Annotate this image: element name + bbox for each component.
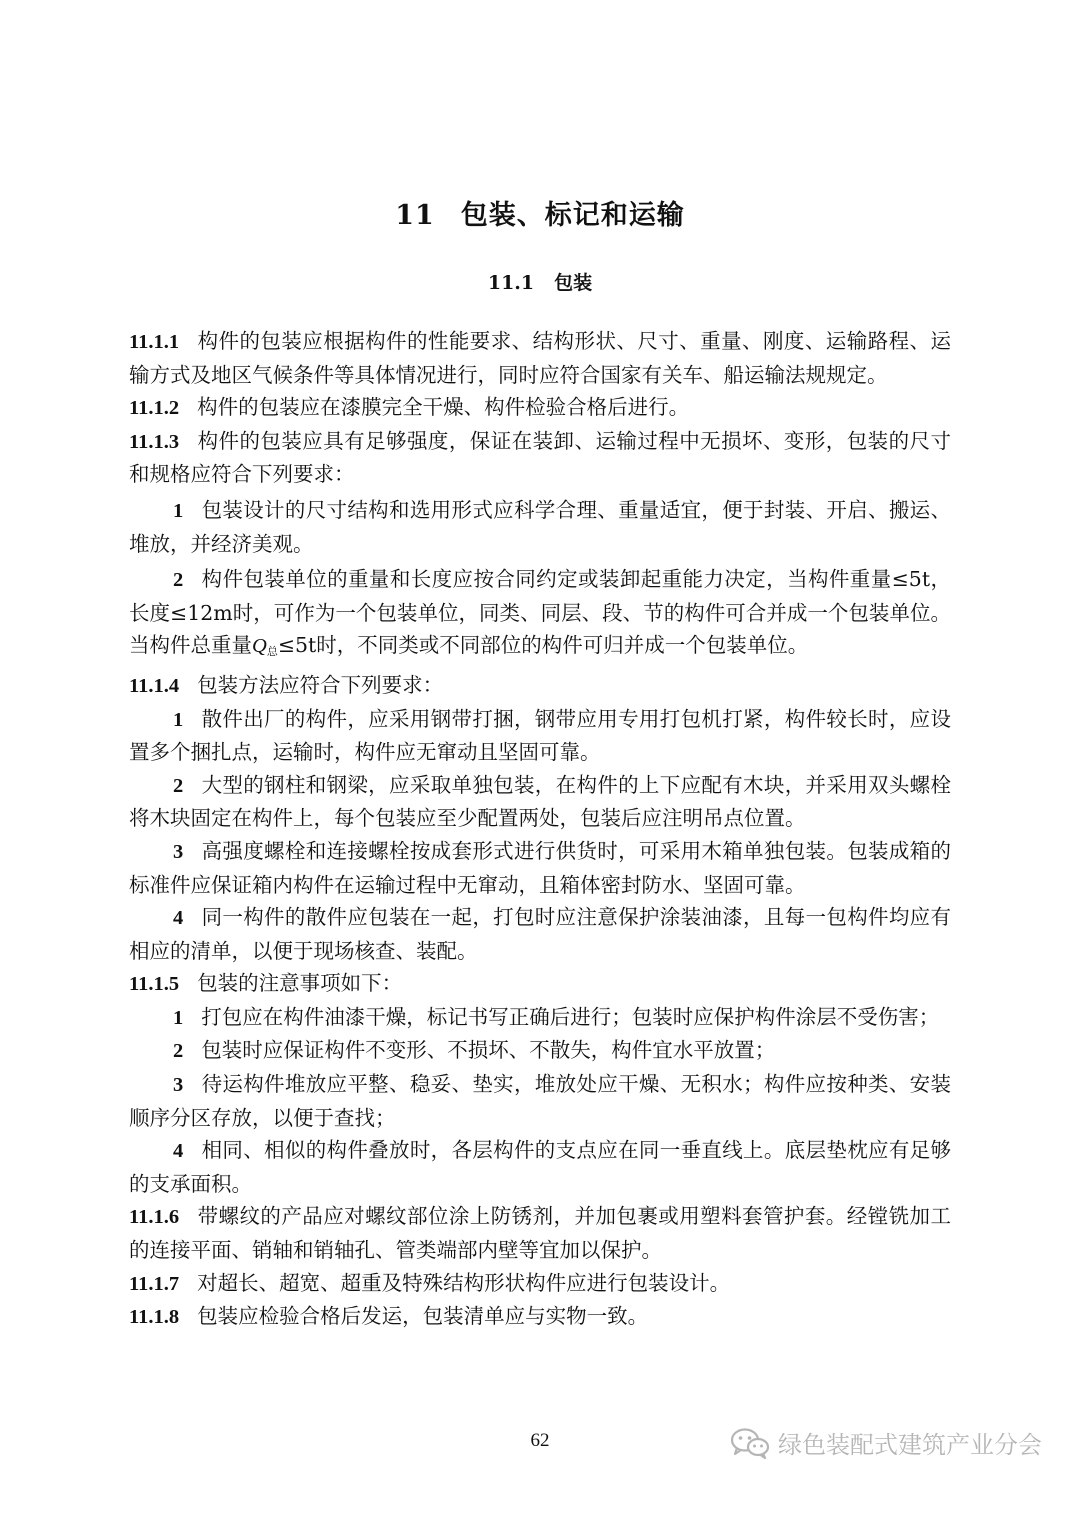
list-item xyxy=(129,835,951,901)
item-number: 4 xyxy=(173,907,184,930)
clause-text: 构件的包装应具有足够强度，保证在装卸、运输过程中无损坏、变形，包装的尺寸和规格应符合下列要求： xyxy=(129,428,951,487)
item-text: 同一构件的散件应包装在一起，打包时应注意保护涂装油漆，且每一包构件均应有相应的清单，以便于现场核查、装配。 xyxy=(129,905,951,963)
wechat-icon xyxy=(730,1427,770,1459)
item-number: 2 xyxy=(173,1040,184,1063)
chapter-number: 11 xyxy=(395,200,435,231)
item-text: 待运构件堆放应平整、稳妥、垫实，堆放处应干燥、无积水；构件应按种类、安装顺序分区存放，以便于查找； xyxy=(129,1072,951,1130)
clause-number: 11.1.1 xyxy=(129,331,180,353)
clause-text: 构件的包装应在漆膜完全干燥、构件检验合格后进行。 xyxy=(197,395,690,420)
page-number: 62 xyxy=(530,1430,550,1451)
clause-text: 带螺纹的产品应对螺纹部位涂上防锈剂，并加包裹或用塑料套管护套。经镗铣加工的连接平面、销轴和销轴孔、管类端部内壁等宜加以保护。 xyxy=(129,1204,951,1263)
clause-number: 11.1.4 xyxy=(129,674,180,697)
watermark xyxy=(730,1425,1042,1460)
clause-11-1-3 xyxy=(129,425,951,491)
section-title xyxy=(0,268,1080,295)
item-number: 3 xyxy=(173,1074,184,1097)
item-number: 2 xyxy=(173,569,184,592)
clause-11-1-2 xyxy=(129,391,951,425)
item-number: 1 xyxy=(173,1006,184,1029)
item-number: 1 xyxy=(173,499,184,522)
chapter-title-text: 包装、标记和运输 xyxy=(460,200,685,231)
item-text: 打包应在构件油漆干燥，标记书写正确后进行；包装时应保护构件涂层不受伤害； xyxy=(201,1004,940,1029)
clause-text: 包装的注意事项如下： xyxy=(197,971,403,996)
clause-number: 11.1.6 xyxy=(129,1206,180,1229)
clause-11-1-6 xyxy=(129,1200,951,1266)
weight-subscript: 总 xyxy=(266,645,278,659)
list-item xyxy=(129,703,951,769)
item-text: 高强度螺栓和连接螺栓按成套形式进行供货时，可采用木箱单独包装。包装成箱的标准件应保证箱内构件在运输过程中无窜动，且箱体密封防水、坚固可靠。 xyxy=(129,838,951,897)
section-number: 11.1 xyxy=(487,272,535,294)
list-item xyxy=(129,1134,951,1200)
item-number: 1 xyxy=(173,708,184,731)
chapter-title xyxy=(0,193,1080,232)
item-text-cont: ≤5t时，不同类或不同部位的构件可归并成一个包装单位。 xyxy=(277,633,809,658)
item-number: 2 xyxy=(173,774,184,797)
clause-number: 11.1.2 xyxy=(129,397,180,420)
list-item xyxy=(129,901,951,967)
list-item xyxy=(129,1034,951,1068)
clause-number: 11.1.5 xyxy=(129,973,180,996)
clause-11-1-1 xyxy=(129,325,951,391)
clause-text: 包装方法应符合下列要求： xyxy=(197,672,444,697)
clause-11-1-4 xyxy=(129,669,951,703)
item-text: 包装设计的尺寸结构和选用形式应科学合理、重量适宜，便于封装、开启、搬运、堆放，并经济美观。 xyxy=(129,497,951,556)
item-text: 构件包装单位的重量和长度应按合同约定或装卸起重能力决定，当构件重量≤5t，长度≤12m时，可作为一个包装单位，同类、同层、段、节的构件可合并成一个包装单位。当构件总重量 xyxy=(129,567,951,658)
watermark-text: 绿色装配式建筑产业分会 xyxy=(778,1431,1042,1459)
list-item xyxy=(129,1001,951,1035)
list-item xyxy=(129,563,951,669)
clause-11-1-5 xyxy=(129,967,951,1001)
clause-number: 11.1.3 xyxy=(129,430,180,453)
clause-text: 包装应检验合格后发运，包装清单应与实物一致。 xyxy=(197,1304,649,1329)
item-number: 3 xyxy=(173,840,184,863)
clause-11-1-7 xyxy=(129,1267,951,1301)
list-item xyxy=(129,769,951,835)
clause-11-1-8 xyxy=(129,1300,951,1334)
item-text: 相同、相似的构件叠放时，各层构件的支点应在同一垂直线上。底层垫枕应有足够的支承面积。 xyxy=(129,1138,951,1196)
section-title-text: 包装 xyxy=(554,272,593,294)
item-text: 大型的钢柱和钢梁，应采取单独包装，在构件的上下应配有木块，并采用双头螺栓将木块固定在构件上，每个包装应至少配置两处，包装后应注明吊点位置。 xyxy=(129,772,951,831)
document-body xyxy=(129,325,951,1334)
item-text: 散件出厂的构件，应采用钢带打捆，钢带应用专用打包机打紧，构件较长时，应设置多个捆扎点，运输时，构件应无窜动且坚固可靠。 xyxy=(129,706,951,765)
clause-text: 对超长、超宽、超重及特殊结构形状构件应进行包装设计。 xyxy=(197,1270,731,1295)
item-text: 包装时应保证构件不变形、不损坏、不散失，构件宜水平放置； xyxy=(201,1038,776,1063)
list-item xyxy=(129,1068,951,1134)
clause-text: 构件的包装应根据构件的性能要求、结构形状、尺寸、重量、刚度、运输路程、运输方式及地区气候条件等具体情况进行，同时应符合国家有关车、船运输法规规定。 xyxy=(129,329,951,387)
clause-number: 11.1.8 xyxy=(129,1306,180,1329)
clause-number: 11.1.7 xyxy=(129,1272,180,1295)
item-number: 4 xyxy=(173,1140,184,1163)
list-item xyxy=(129,494,951,560)
weight-symbol: Q xyxy=(252,635,267,658)
